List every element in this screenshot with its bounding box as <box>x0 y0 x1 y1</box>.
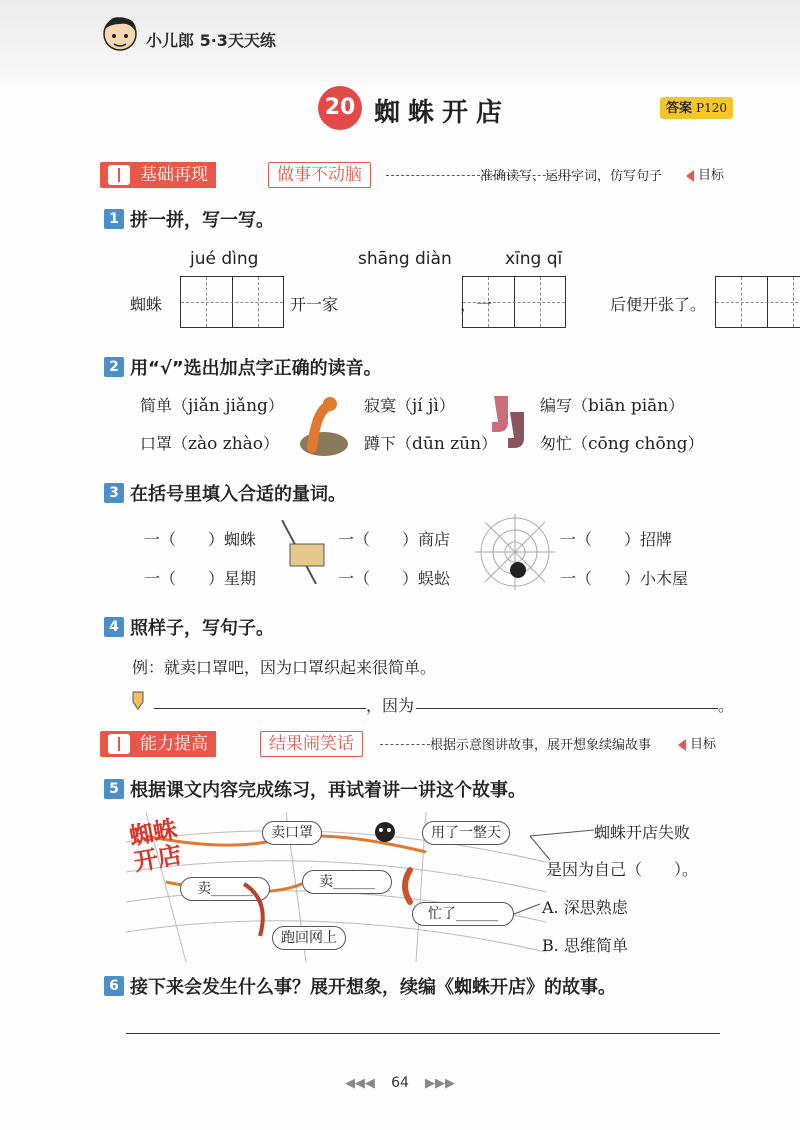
q2-number: 2 <box>104 357 124 377</box>
book-icon <box>108 165 130 185</box>
section-ability-goal: 根据示意图讲故事，展开想象续编故事 <box>430 738 652 753</box>
brand-title: 小儿郎 5·3天天练 <box>146 31 276 50</box>
boy-mascot-icon <box>100 14 140 58</box>
q2-item[interactable]: 口罩（zào zhào） <box>140 434 280 454</box>
q1-pinyin-3: xīng qī <box>505 249 563 269</box>
q3-item[interactable]: 一（ ）商店 <box>338 530 451 549</box>
q1-pinyin-2: shāng diàn <box>358 249 452 269</box>
q2-item[interactable]: 简单（jiǎn jiǎng） <box>140 396 284 416</box>
connector-lines <box>500 820 596 940</box>
signboard-illustration-icon <box>276 520 336 584</box>
goal-tag: 目标 <box>678 733 716 752</box>
q5-text: 根据课文内容完成练习，再试着讲一讲这个故事。 <box>130 780 526 801</box>
q6-number: 6 <box>104 976 124 996</box>
section-basic-label: 基础再现 <box>100 162 216 188</box>
question-1 <box>104 206 274 232</box>
q5-question-line-1: 蜘蛛开店失败 <box>594 823 691 842</box>
q6-text: 接下来会发生什么事？展开想象，续编《蜘蛛开店》的故事。 <box>130 977 616 998</box>
q4-because: ，因为 <box>366 696 415 715</box>
pencil-icon <box>130 690 146 710</box>
answer-label: 答案 <box>666 101 693 116</box>
diagram-box-run-back: 跑回网上 <box>272 926 346 950</box>
q2-item[interactable]: 蹲下（dūn zūn） <box>364 434 498 454</box>
next-arrows-icon: ▶▶▶ <box>425 1076 456 1091</box>
q2-text: 用“√”选出加点字正确的读音。 <box>130 358 382 379</box>
section-ability-label: 能力提高 <box>100 731 216 757</box>
answer-page: P120 <box>696 101 727 115</box>
q1-writing-grid-3[interactable] <box>715 276 800 328</box>
q5-question-line-2[interactable]: 是因为自己（ ）。 <box>546 860 699 879</box>
section-basic-bar <box>100 162 740 188</box>
q1-word-3: ，一 <box>460 295 493 314</box>
q4-number: 4 <box>104 617 124 637</box>
q1-writing-grid-1[interactable] <box>180 276 284 328</box>
question-4 <box>104 614 274 640</box>
diagram-box-whole-day: 用了一整天 <box>422 821 510 845</box>
centipede-path-icon <box>240 880 280 940</box>
socks-illustration-icon <box>488 392 532 452</box>
q3-item[interactable]: 一（ ）蜘蛛 <box>144 530 257 549</box>
diagram-box-sell-mask: 卖口罩 <box>262 821 322 845</box>
q2-item[interactable]: 编写（biān piān） <box>540 396 685 416</box>
section-ability-bar <box>100 731 740 757</box>
q2-item[interactable]: 寂寞（jí jì） <box>364 396 455 416</box>
q3-text: 在括号里填入合适的量词。 <box>130 484 346 505</box>
page-footer <box>0 1075 800 1091</box>
diagram-box-sell-2[interactable]: 卖______ <box>302 870 392 894</box>
q3-item[interactable]: 一（ ）星期 <box>144 569 257 588</box>
question-5 <box>104 776 526 802</box>
q6-answer-line[interactable] <box>126 1033 720 1034</box>
centipede-illustration-icon <box>292 392 356 462</box>
q1-text: 拼一拼，写一写。 <box>130 210 274 231</box>
question-2 <box>104 354 382 380</box>
q3-item[interactable]: 一（ ）招牌 <box>560 530 673 549</box>
spider-icon <box>368 814 402 848</box>
q4-answer-line-1[interactable] <box>154 708 366 709</box>
q4-end: 。 <box>718 696 735 715</box>
q2-item[interactable]: 匆忙（cōng chōng） <box>540 434 704 454</box>
lesson-title: 蜘蛛开店 <box>374 98 511 128</box>
book-icon <box>108 734 130 754</box>
q3-item[interactable]: 一（ ）小木屋 <box>560 569 689 588</box>
question-3 <box>104 480 346 506</box>
goal-tag: 目标 <box>686 164 724 183</box>
centipede-small-icon <box>396 866 424 906</box>
q5-option-b[interactable]: B. 思维简单 <box>542 936 628 955</box>
q1-word-2: 开一家 <box>290 295 339 314</box>
divider <box>380 744 430 745</box>
question-6 <box>104 973 616 999</box>
answer-badge[interactable] <box>660 97 733 119</box>
diagram-box-busy[interactable]: 忙了______ <box>412 902 514 926</box>
q3-item[interactable]: 一（ ）蜈蚣 <box>338 569 451 588</box>
q1-pinyin-1: jué dìng <box>190 249 259 269</box>
q5-option-a[interactable]: A. 深思熟虑 <box>542 898 628 917</box>
prev-arrows-icon: ◀◀◀ <box>344 1076 375 1091</box>
page-number: 64 <box>391 1075 409 1091</box>
q1-word-4: 后便开张了。 <box>610 295 707 314</box>
q5-number: 5 <box>104 779 124 799</box>
diagram-box-sell-1[interactable]: 卖______ <box>180 877 270 901</box>
q3-number: 3 <box>104 483 124 503</box>
q4-example: 例：就卖口罩吧，因为口罩织起来很简单。 <box>132 658 437 677</box>
section-basic-goal: 准确读写、运用字词，仿写句子 <box>480 169 663 184</box>
lesson-number: 20 <box>318 86 362 130</box>
q1-number: 1 <box>104 209 124 229</box>
section-ability-sub: 结果闹笑话 <box>260 731 363 757</box>
spiderweb-illustration-icon <box>470 512 560 592</box>
q1-word-1: 蜘蛛 <box>130 295 163 314</box>
section-basic-sub: 做事不动脑 <box>268 162 371 188</box>
story-start-label: 蜘蛛开店 <box>127 814 184 877</box>
q4-answer-line-2[interactable] <box>416 708 718 709</box>
q4-text: 照样子，写句子。 <box>130 618 274 639</box>
